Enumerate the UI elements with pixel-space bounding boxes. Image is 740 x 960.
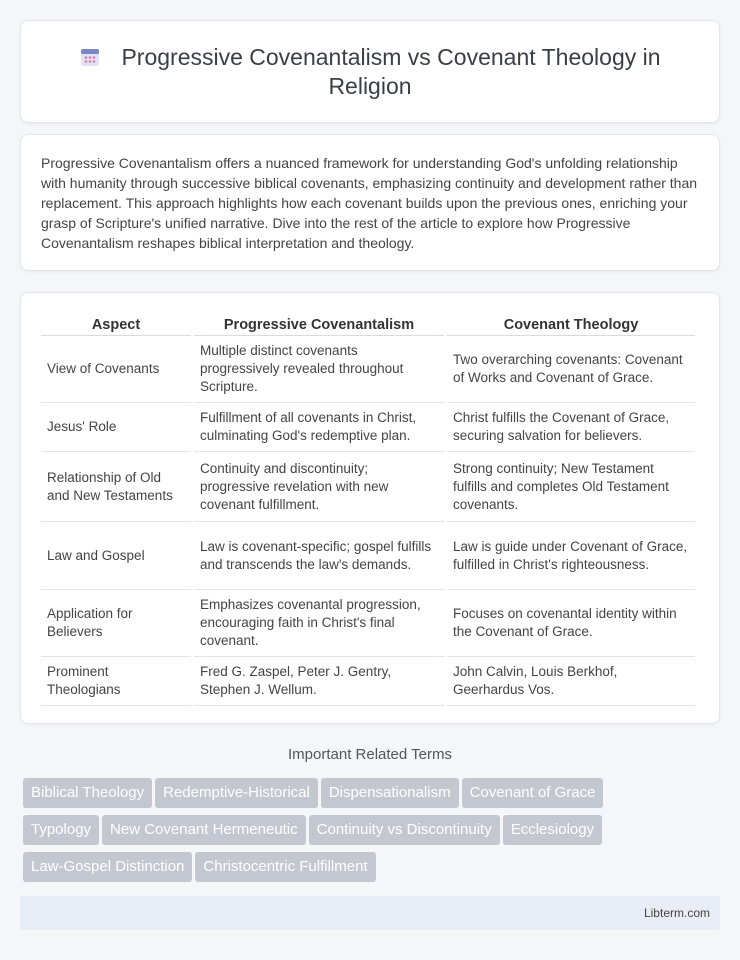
cell-progressive: Emphasizes covenantal progression, encouraging faith in Christ's final covenant. (194, 590, 444, 657)
cell-progressive: Fred G. Zaspel, Peter J. Gentry, Stephen J. Wellum. (194, 657, 444, 706)
header-aspect: Aspect (41, 313, 191, 336)
cell-covenant: Focuses on covenantal identity within the Covenant of Grace. (447, 590, 695, 657)
table-row (41, 403, 695, 452)
cell-aspect: View of Covenants (41, 336, 191, 403)
footer-brand-link[interactable]: Libterm.com (643, 906, 710, 920)
cell-covenant: Two overarching covenants: Covenant of Works and Covenant of Grace. (447, 336, 695, 403)
related-tag[interactable]: Dispensationalism (321, 778, 459, 808)
cell-covenant: John Calvin, Louis Berkhof, Geerhardus Vos. (447, 657, 695, 706)
cell-aspect: Law and Gospel (41, 522, 191, 590)
calendar-grid-icon (79, 46, 101, 68)
cell-progressive: Law is covenant-specific; gospel fulfills and transcends the law's demands. (194, 522, 444, 590)
table-row (41, 336, 695, 403)
cell-aspect: Relationship of Old and New Testaments (41, 452, 191, 522)
comparison-table (38, 313, 698, 706)
cell-aspect: Application for Believers (41, 590, 191, 657)
intro-text: Progressive Covenantalism offers a nuanced framework for understanding God's unfolding relationship with humanity through successive biblical covenants, emphasizing continuity and development rather than replacement. This approach highlights how each covenant builds upon the previous ones, enriching your grasp of Scripture's unified narrative. Dive into the rest of the article to explore how Progressive Covenantalism reshapes biblical interpretation and theology. (41, 155, 698, 251)
page-title (61, 43, 679, 101)
intro-card (20, 134, 720, 271)
cell-progressive: Fulfillment of all covenants in Christ, culminating God's redemptive plan. (194, 403, 444, 452)
table-row (41, 522, 695, 590)
title-wrap (61, 43, 679, 101)
related-tag[interactable]: Redemptive-Historical (155, 778, 318, 808)
header-covenant: Covenant Theology (447, 313, 695, 336)
related-tag[interactable]: Christocentric Fulfillment (195, 852, 375, 882)
cell-covenant: Law is guide under Covenant of Grace, fulfilled in Christ's righteousness. (447, 522, 695, 590)
table-row (41, 452, 695, 522)
related-terms-list (23, 778, 723, 889)
header-progressive: Progressive Covenantalism (194, 313, 444, 336)
footer (20, 896, 720, 930)
cell-aspect: Prominent Theologians (41, 657, 191, 706)
related-tag[interactable]: Ecclesiology (503, 815, 602, 845)
table-row (41, 590, 695, 657)
cell-covenant: Strong continuity; New Testament fulfills and completes Old Testament covenants. (447, 452, 695, 522)
cell-aspect: Jesus' Role (41, 403, 191, 452)
table-row (41, 657, 695, 706)
related-tag[interactable]: Biblical Theology (23, 778, 152, 808)
page-title-text: Progressive Covenantalism vs Covenant Theology in Religion (121, 44, 661, 99)
cell-progressive: Multiple distinct covenants progressively revealed throughout Scripture. (194, 336, 444, 403)
related-tag[interactable]: Covenant of Grace (462, 778, 604, 808)
related-tag[interactable]: New Covenant Hermeneutic (102, 815, 306, 845)
related-tag[interactable]: Typology (23, 815, 99, 845)
header-card (20, 20, 720, 123)
related-tag[interactable]: Continuity vs Discontinuity (309, 815, 500, 845)
related-tag[interactable]: Law-Gospel Distinction (23, 852, 192, 882)
table-header-row (41, 313, 695, 336)
cell-covenant: Christ fulfills the Covenant of Grace, securing salvation for believers. (447, 403, 695, 452)
related-terms-title: Important Related Terms (288, 746, 452, 763)
cell-progressive: Continuity and discontinuity; progressive revelation with new covenant fulfillment. (194, 452, 444, 522)
comparison-card (20, 292, 720, 724)
